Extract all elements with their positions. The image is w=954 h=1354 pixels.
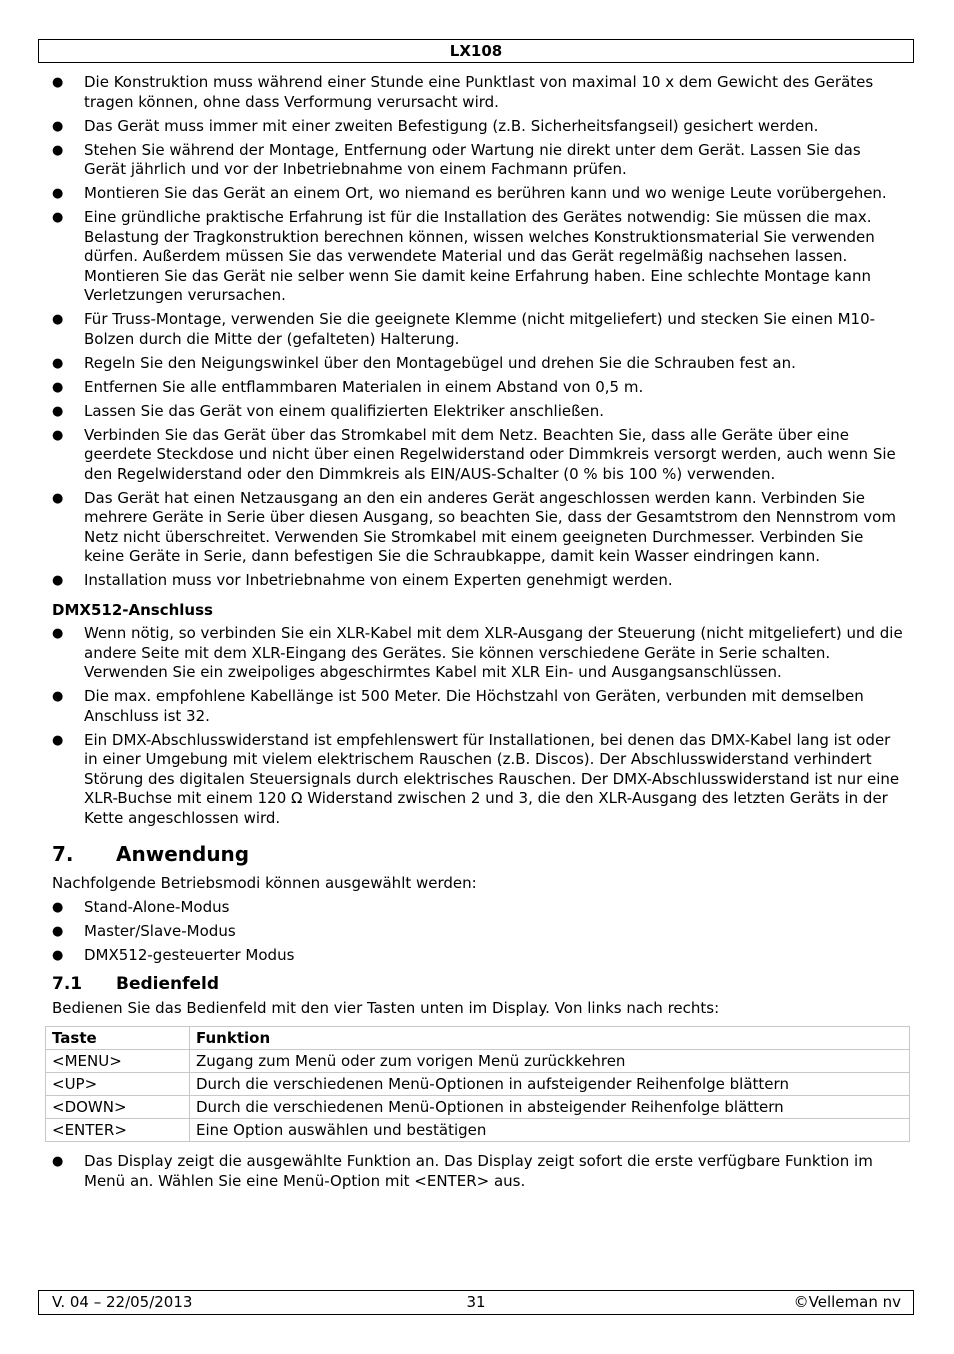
list-item: ● Eine gründliche praktische Erfahrung ist für die Installation des Gerätes notwendig: Sie müssen die max. Belastung der Tragkonstruktion berechnen können, wissen welches Konstruktionsmaterial Sie verwenden dürfen. Außerdem müssen Sie das verwendete Material und das Gerät regelmäßig nachsehen lassen. Montieren Sie das Gerät nie selber wenn Sie damit keine Erfahrung haben. Eine schlechte Montage kann Verletzungen verursachen. [52,208,875,304]
table-header-row [46,1027,910,1050]
list-item: ● Verbinden Sie das Gerät über das Stromkabel mit dem Netz. Beachten Sie, dass alle Geräte über eine geerdete Steckdose und nicht über einen Regelwiderstand oder Dimmkreis versorgt werden, auch wenn Sie den Regelwiderstand oder den Dimmkreis als EIN/AUS-Schalter (0 % bis 100 %) verwenden. [52,425,896,483]
control-table [45,1026,910,1142]
key-cell: <DOWN> [46,1096,190,1119]
bullet-icon: ● [52,312,64,327]
list-item: ● Die max. empfohlene Kabellänge ist 500 Meter. Die Höchstzahl von Geräten, verbunden mit demselben Anschluss ist 32. [52,687,864,725]
function-cell: Eine Option auswählen und bestätigen [190,1119,910,1142]
list-item: ● Stand-Alone-Modus [52,898,230,916]
list-item: ● Die Konstruktion muss während einer Stunde eine Punktlast von maximal 10 x dem Gewicht des Gerätes tragen können, ohne dass Verformung verursacht wird. [52,73,874,111]
bullet-icon: ● [52,490,64,506]
install-list [52,73,904,591]
function-cell: Durch die verschiedenen Menü-Optionen in aufsteigender Reihenfolge blättern [190,1073,910,1096]
section-title: Bedienfeld [116,973,220,994]
mode-list [52,898,904,966]
list-item: ● Installation muss vor Inbetriebnahme von einem Experten genehmigt werden. [52,571,673,589]
key-cell: <UP> [46,1073,190,1096]
list-item: ● Das Display zeigt die ausgewählte Funktion an. Das Display zeigt sofort die erste verfügbare Funktion im Menü an. Wählen Sie eine Menü-Option mit <ENTER> aus. [52,1152,873,1190]
dmx-heading: DMX512-Anschluss [52,600,213,619]
table-row [46,1073,910,1096]
table-row [46,1096,910,1119]
list-item: ● Lassen Sie das Gerät von einem qualifizierten Elektriker anschließen. [52,401,605,420]
bullet-icon: ● [52,118,64,134]
bullet-icon: ● [52,75,64,90]
list-item: ● Montieren Sie das Gerät an einem Ort, wo niemand es berühren kann und wo wenige Leute vorübergehen. [52,184,887,202]
key-cell: <MENU> [46,1050,190,1073]
list-item: ● Regeln Sie den Neigungswinkel über den Montagebügel und drehen Sie die Schrauben fest an. [52,353,796,372]
bullet-icon: ● [52,210,64,225]
list-item: ● Stehen Sie während der Montage, Entfernung oder Wartung nie direkt unter dem Gerät. Lassen Sie das Gerät jährlich und vor der Inbetriebnahme von einem Fachmann prüfen. [52,140,861,178]
list-item: ● DMX512-gesteuerter Modus [52,946,295,964]
dmx-list [52,624,904,828]
list-item: ● Für Truss-Montage, verwenden Sie die geeignete Klemme (nicht mitgeliefert) und stecken Sie einen M10-Bolzen durch die Mitte der (gefalteten) Halterung. [52,310,876,348]
page-number: 31 [466,1293,486,1311]
bullet-icon: ● [52,355,64,371]
bullet-icon: ● [52,142,64,158]
column-header: Funktion [190,1027,910,1050]
page-header [38,39,914,63]
display-list [52,1152,904,1191]
section-number: 7. [52,842,74,866]
section-7-heading [52,842,904,866]
copyright: ©Velleman nv [793,1293,901,1311]
bullet-icon: ● [52,1154,64,1169]
section-7-1-heading [52,974,904,995]
list-item: ● Master/Slave-Modus [52,922,236,940]
section-7-1-intro: Bedienen Sie das Bedienfeld mit den vier Tasten unten im Display. Von links nach rechts: [52,998,720,1017]
section-title: Anwendung [116,842,250,866]
bullet-icon: ● [52,900,64,915]
bullet-icon: ● [52,379,64,395]
model-title: LX108 [449,42,503,60]
list-item: ● Das Gerät muss immer mit einer zweiten Befestigung (z.B. Sicherheitsfangseil) gesichert werden. [52,116,819,135]
function-cell: Durch die verschiedenen Menü-Optionen in absteigender Reihenfolge blättern [190,1096,910,1119]
list-item: ● Entfernen Sie alle entflammbaren Materialen in einem Abstand von 0,5 m. [52,377,644,396]
bullet-icon: ● [52,186,64,201]
bullet-icon: ● [52,573,64,588]
function-cell: Zugang zum Menü oder zum vorigen Menü zurückkehren [190,1050,910,1073]
version-date: V. 04 – 22/05/2013 [52,1293,193,1311]
list-item: ● Das Gerät hat einen Netzausgang an den ein anderes Gerät angeschlossen werden kann. Verbinden Sie mehrere Geräte in Serie über diesen Ausgang, so beachten Sie, dass der Gesamtstrom den Nennstrom vom Netz nicht überschreitet. Verwenden Sie Stromkabel mit einem geeigneten Durchmesser. Verbinden Sie keine Geräte in Serie, dann befestigen Sie die Schraubkappe, damit kein Wasser eindringen kann. [52,488,896,565]
list-item: ● Ein DMX-Abschlusswiderstand ist empfehlenswert für Installationen, bei denen das DMX-Kabel lang ist oder in einer Umgebung mit vielem elektrischem Rauschen (z.B. Discos). Der Abschlusswiderstand verhindert Störung des digitalen Steuersignals durch elektrisches Rauschen. Der DMX-Abschlusswiderstand ist nur eine XLR-Buchse mit einem 120 Ω Widerstand zwischen 2 und 3, die den XLR-Ausgang des letzten Geräts in der Kette angeschlossen wird. [52,730,900,827]
bullet-icon: ● [52,403,64,419]
page-content [52,73,904,1196]
bullet-icon: ● [52,427,64,443]
bullet-icon: ● [52,689,64,704]
table-row [46,1119,910,1142]
table-row [46,1050,910,1073]
key-cell: <ENTER> [46,1119,190,1142]
section-7-intro: Nachfolgende Betriebsmodi können ausgewählt werden: [52,874,477,892]
bullet-icon: ● [52,626,64,641]
bullet-icon: ● [52,948,64,963]
list-item: ● Wenn nötig, so verbinden Sie ein XLR-Kabel mit dem XLR-Ausgang der Steuerung (nicht mitgeliefert) und die andere Seite mit dem XLR-Eingang des Gerätes. Sie können verschiedene Geräte in Serie schalten. Verwenden Sie ein zweipoliges abgeschirmtes Kabel mit XLR Ein- und Ausgangsanschlüssen. [52,624,903,681]
bullet-icon: ● [52,924,64,939]
column-header: Taste [46,1027,190,1050]
bullet-icon: ● [52,732,64,748]
section-number: 7.1 [52,973,83,994]
page-footer [38,1290,914,1315]
